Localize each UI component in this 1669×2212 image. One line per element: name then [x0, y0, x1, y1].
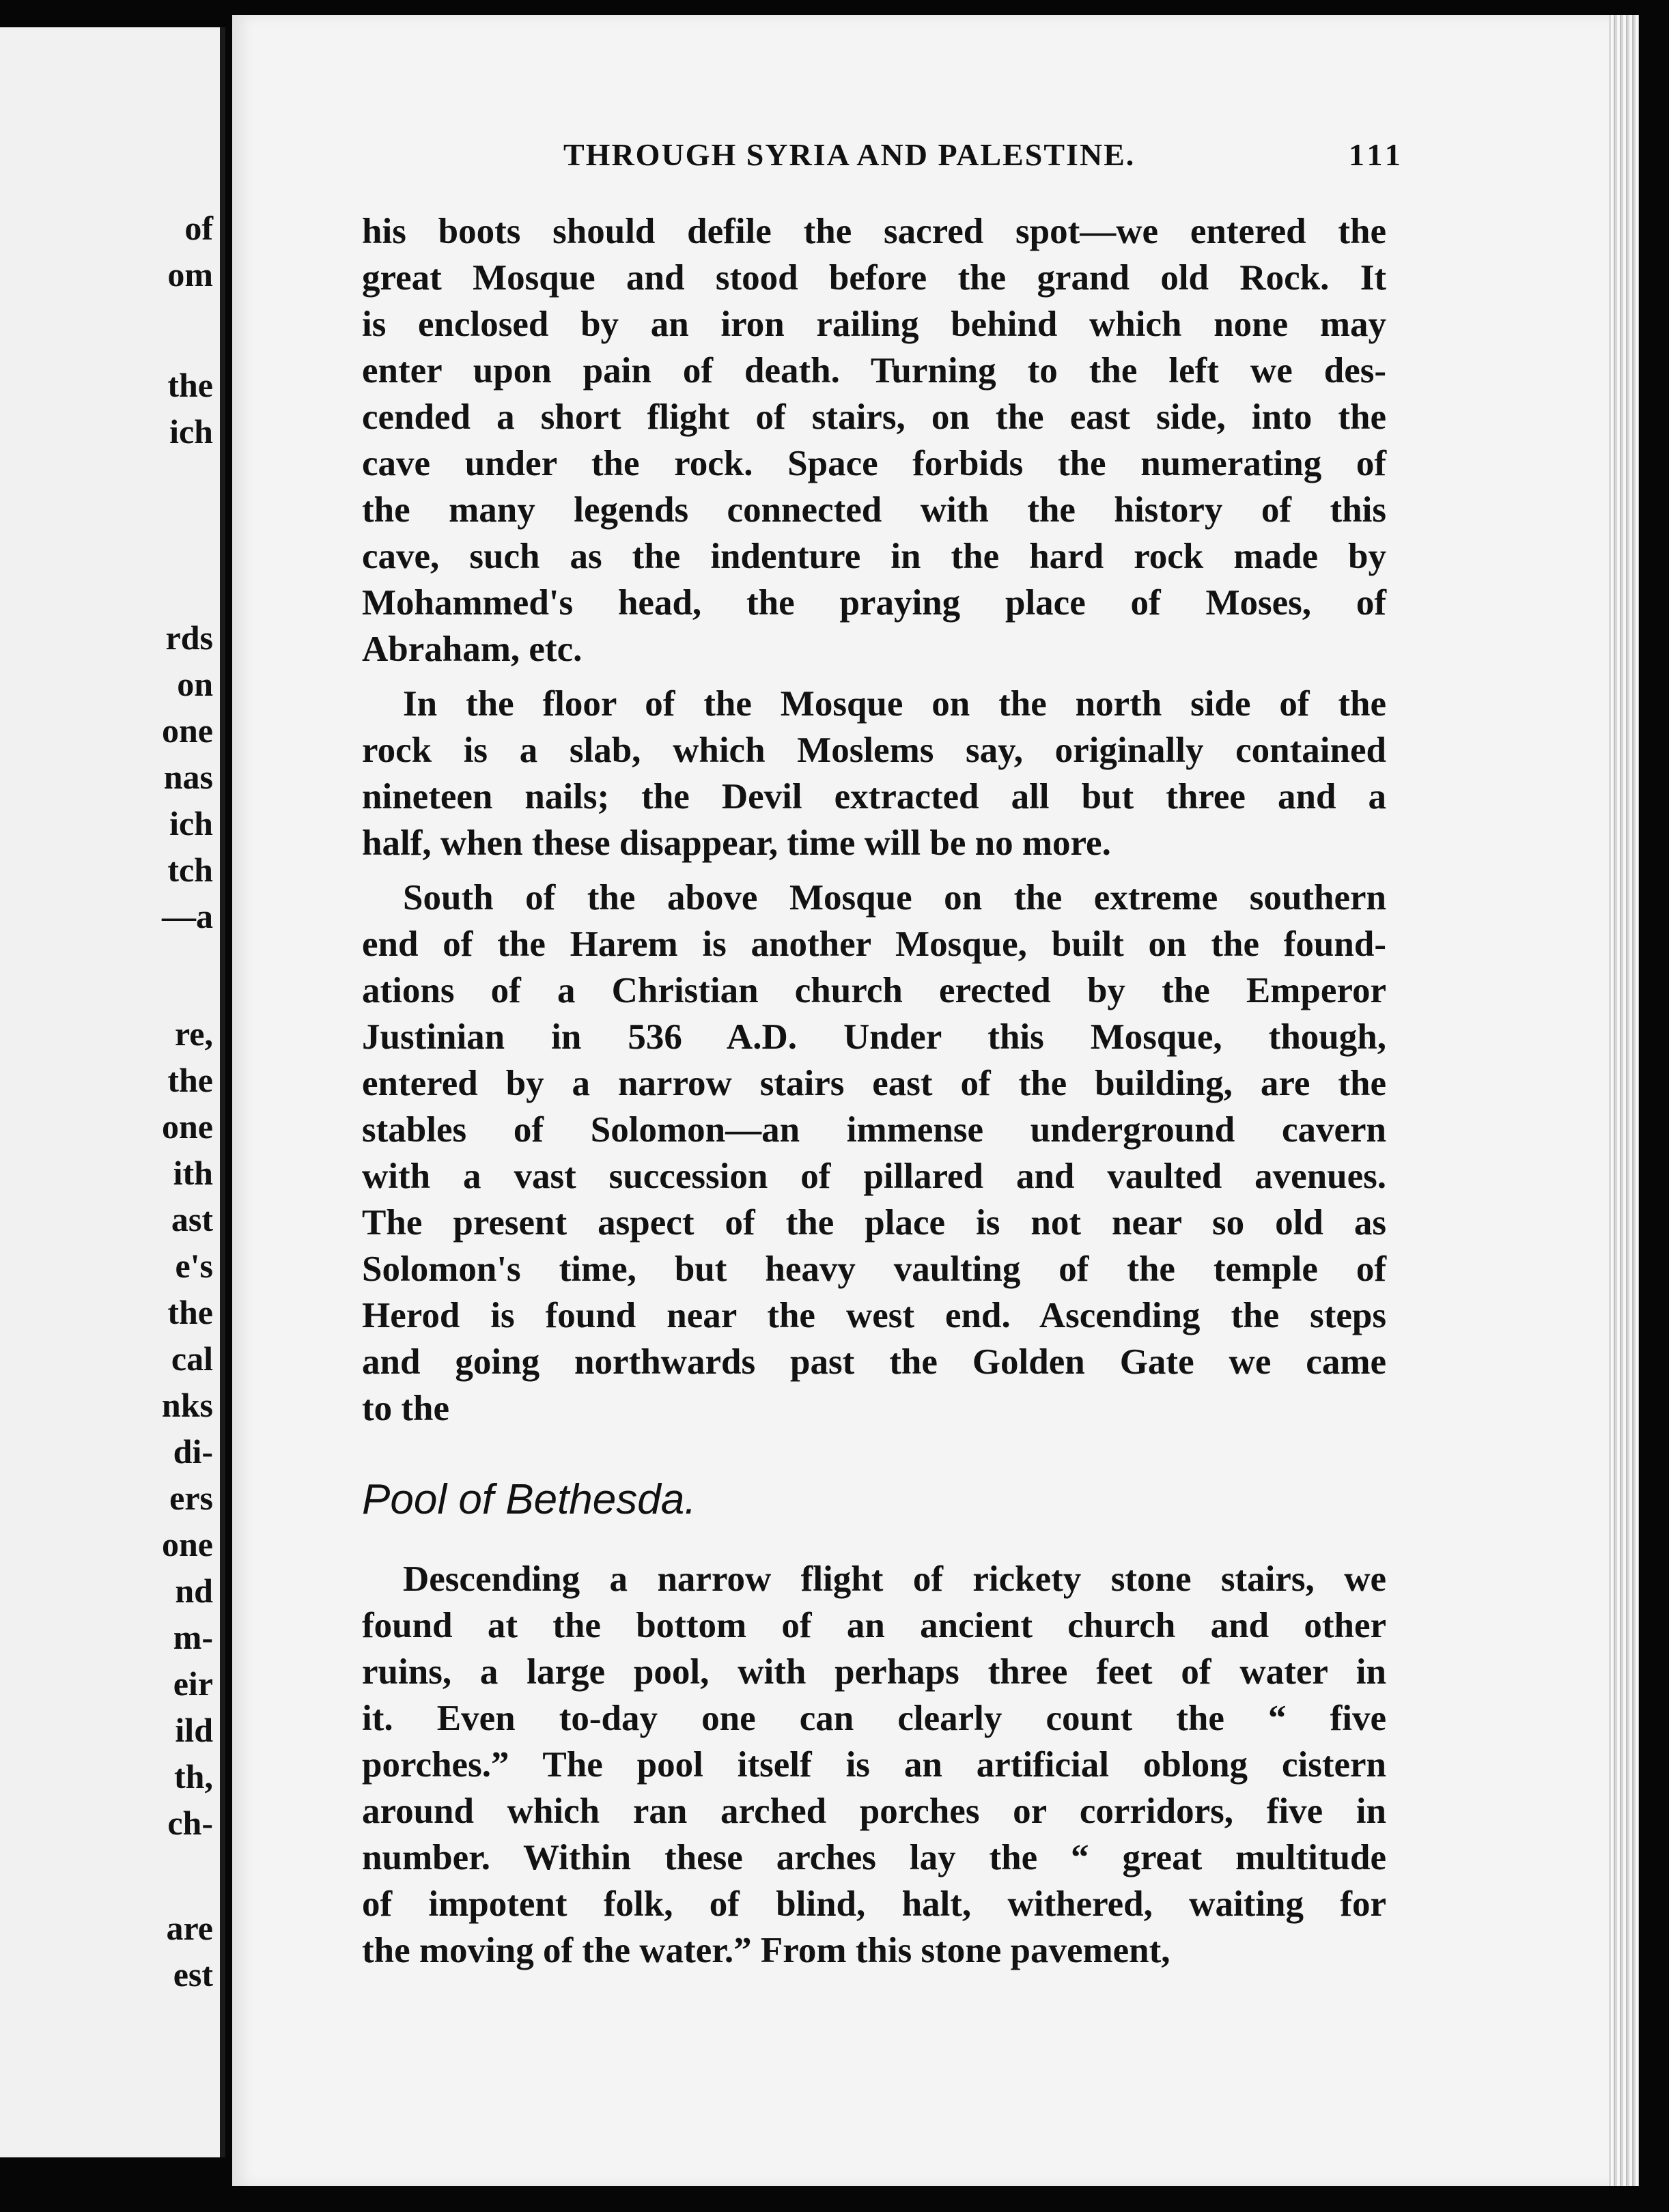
text-line: Descending a narrow flight of rickety stone stairs, we: [403, 1559, 1386, 1599]
facing-page-text-fragment: on: [177, 665, 213, 703]
facing-page-text-fragment: nks: [161, 1386, 213, 1424]
text-line: number. Within these arches lay the “ great multitude: [362, 1838, 1386, 1877]
facing-page-text-fragment: one: [162, 711, 213, 750]
facing-page-text-fragment: the: [167, 366, 213, 404]
text-line: Abraham, etc.: [362, 629, 583, 669]
facing-page-text-fragment: the: [167, 1293, 213, 1331]
facing-page-fragment: [0, 27, 225, 2157]
text-line: the many legends connected with the history of this: [362, 490, 1386, 530]
text-line: his boots should defile the sacred spot—we entered the: [362, 212, 1386, 251]
paragraphs-before-heading: [362, 208, 1386, 1432]
text-line: with a vast succession of pillared and vaulted avenues.: [362, 1157, 1386, 1196]
text-line: and going northwards past the Golden Gate we came: [362, 1342, 1386, 1382]
facing-page-text-fragment: re,: [175, 1015, 213, 1053]
running-head-title: THROUGH SYRIA AND PALESTINE.: [563, 137, 1136, 172]
facing-page-text-fragment: —a: [162, 897, 213, 935]
text-line: Mohammed's head, the praying place of Moses, of: [362, 583, 1386, 623]
page-body: [362, 208, 1386, 1982]
facing-page-text-fragment: m-: [173, 1618, 213, 1656]
text-line: ations of a Christian church erected by the Emperor: [362, 971, 1386, 1010]
facing-page-text-fragment: ith: [173, 1154, 213, 1192]
text-line: nineteen nails; the Devil extracted all but three and a: [362, 777, 1386, 817]
text-line: to the: [362, 1389, 450, 1428]
page-edge: [1609, 15, 1639, 2186]
facing-page-text-fragment: ers: [169, 1479, 213, 1517]
facing-page-text-fragment: eir: [173, 1664, 213, 1703]
facing-page-text-fragment: est: [173, 1955, 213, 1994]
facing-page-text-fragment: e's: [175, 1247, 213, 1285]
paragraph: [362, 208, 1386, 672]
text-line: of impotent folk, of blind, halt, withered, waiting for: [362, 1884, 1386, 1924]
facing-page-text-fragment: cal: [171, 1339, 213, 1378]
text-line: is enclosed by an iron railing behind which none may: [362, 304, 1386, 344]
text-line: In the floor of the Mosque on the north side of the: [403, 684, 1386, 724]
text-line: porches.” The pool itself is an artificial oblong cistern: [362, 1745, 1386, 1785]
text-line: South of the above Mosque on the extreme southern: [403, 878, 1386, 918]
section-heading: Pool of Bethesda.: [362, 1476, 697, 1523]
facing-page-text-fragment: ich: [169, 804, 213, 842]
text-line: entered by a narrow stairs east of the building, are the: [362, 1064, 1386, 1103]
facing-page-text-fragment: ast: [171, 1200, 213, 1238]
facing-page-text-fragment: th,: [174, 1757, 213, 1796]
text-line: ruins, a large pool, with perhaps three feet of water in: [362, 1652, 1386, 1692]
facing-page-text-fragment: di-: [173, 1432, 213, 1471]
paragraphs-after-heading: [362, 1556, 1386, 1974]
facing-page-text-fragment: the: [167, 1061, 213, 1099]
text-line: Herod is found near the west end. Ascending the steps: [362, 1296, 1386, 1335]
facing-page-text-fragment: ich: [169, 412, 213, 451]
facing-page-text-fragment: ch-: [167, 1804, 213, 1842]
text-line: the moving of the water.” From this stone pavement,: [362, 1931, 1170, 1970]
text-line: found at the bottom of an ancient church and other: [362, 1606, 1386, 1645]
facing-page-text-fragment: rds: [165, 619, 213, 657]
facing-page-text-fragment: one: [162, 1107, 213, 1146]
facing-page-text-fragment: tch: [167, 851, 213, 889]
facing-page-text-fragment: nas: [163, 758, 213, 796]
facing-page-text-fragment: one: [162, 1525, 213, 1563]
paragraph: [362, 1556, 1386, 1974]
text-line: around which ran arched porches or corridors, five in: [362, 1791, 1386, 1831]
text-line: it. Even to-day one can clearly count the “ five: [362, 1699, 1386, 1738]
facing-page-text-fragment: of: [184, 209, 213, 247]
text-line: Solomon's time, but heavy vaulting of the temple of: [362, 1249, 1386, 1289]
text-line: The present aspect of the place is not near so old as: [362, 1203, 1386, 1243]
facing-page-text-fragment: om: [167, 255, 213, 294]
page-number: 111: [1349, 137, 1405, 172]
text-line: stables of Solomon—an immense underground cavern: [362, 1110, 1386, 1150]
facing-page-text-fragment: nd: [175, 1572, 213, 1610]
text-line: enter upon pain of death. Turning to the left we des-: [362, 351, 1386, 391]
text-line: end of the Harem is another Mosque, built on the found-: [362, 924, 1386, 964]
text-line: cended a short flight of stairs, on the east side, into the: [362, 397, 1386, 437]
text-line: cave under the rock. Space forbids the numerating of: [362, 444, 1386, 483]
facing-page-text-fragment: ild: [175, 1711, 213, 1749]
text-line: great Mosque and stood before the grand old Rock. It: [362, 258, 1386, 298]
text-line: Justinian in 536 A.D. Under this Mosque, though,: [362, 1017, 1386, 1057]
text-line: half, when these disappear, time will be no more.: [362, 823, 1111, 863]
text-line: cave, such as the indenture in the hard rock made by: [362, 537, 1386, 576]
text-line: rock is a slab, which Moslems say, originally contained: [362, 731, 1386, 770]
facing-page-text-fragment: are: [166, 1909, 213, 1947]
paragraph: [362, 875, 1386, 1432]
paragraph: [362, 681, 1386, 866]
